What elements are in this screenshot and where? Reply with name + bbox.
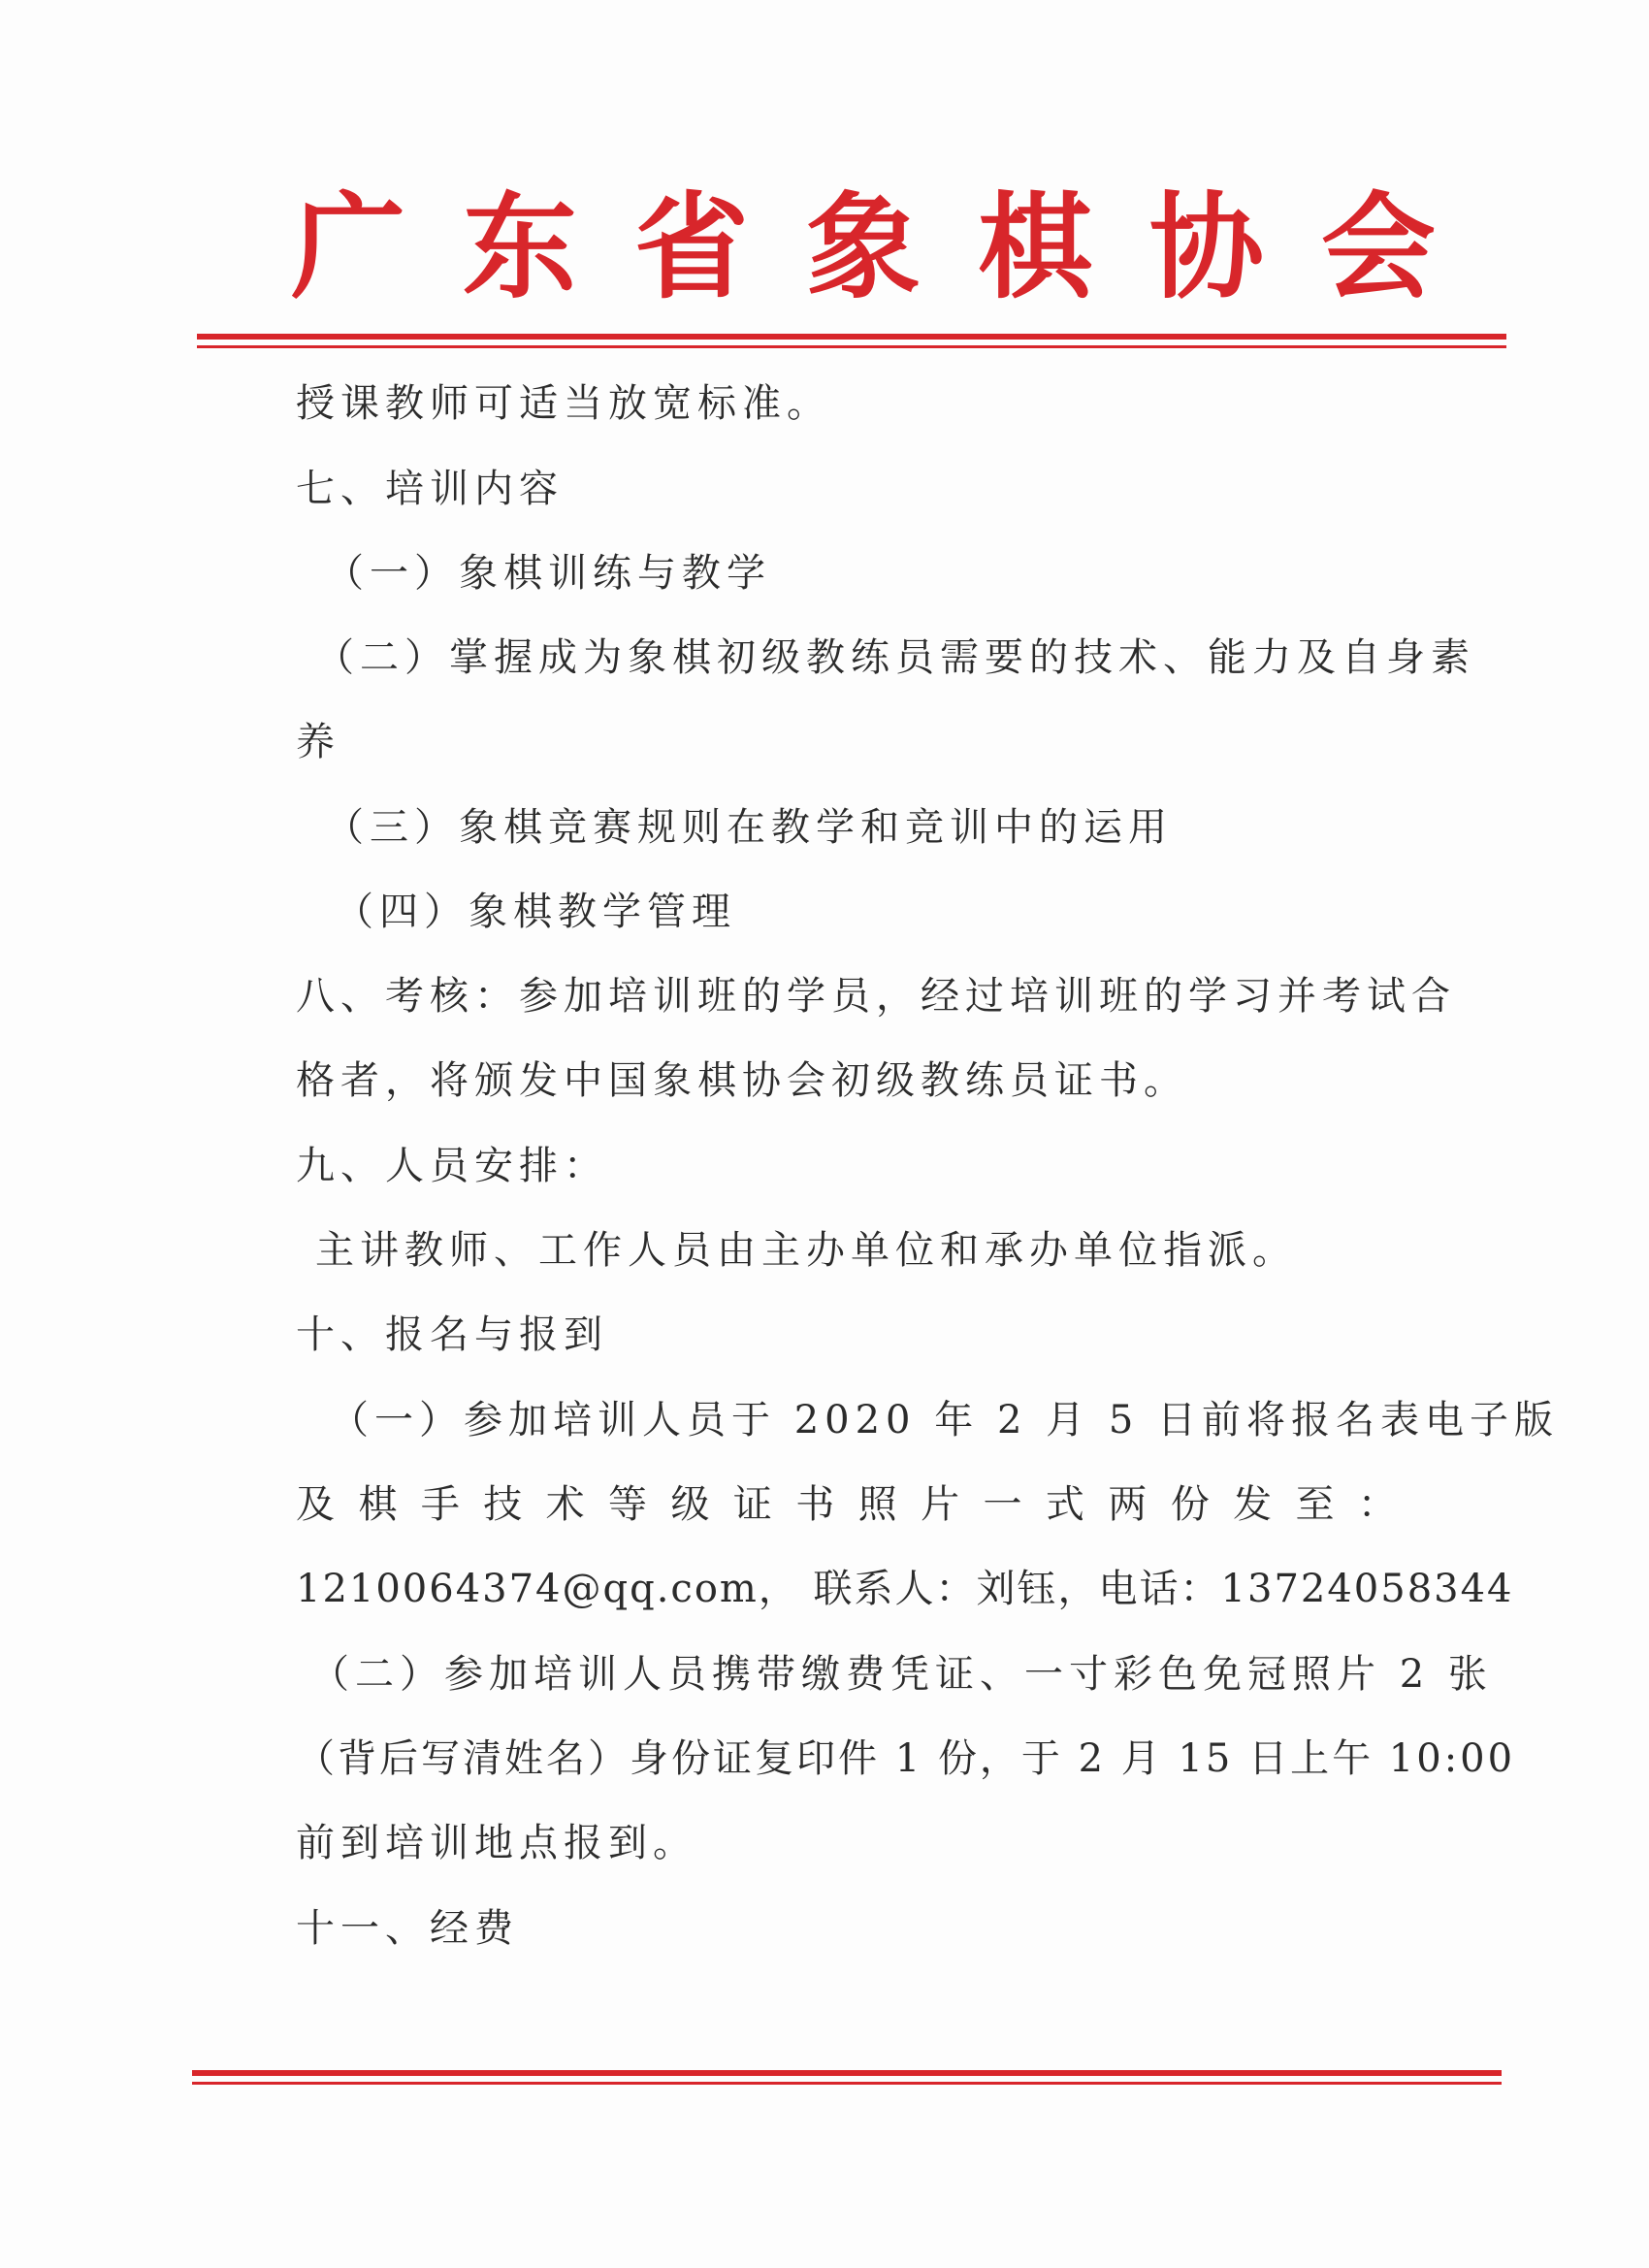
char: 一 [983,1482,1022,1527]
section-heading: 九、人员安排： [296,1144,608,1188]
body-line: （二）参加培训人员携带缴费凭证、一寸彩色免冠照片 2 张 [310,1652,1493,1697]
section-heading: 七、培训内容 [296,467,564,511]
title-char: 东 [462,179,577,314]
footer-rule-thin [192,2082,1502,2085]
footer-rule-thick [192,2070,1502,2076]
body-line: 前到培训地点报到。 [296,1821,697,1865]
char: 照 [857,1482,897,1527]
char: 证 [732,1482,772,1527]
body-line: （三）象棋竞赛规则在教学和竞训中的运用 [325,805,1173,850]
section-heading: 十、报名与报到 [296,1312,608,1357]
title-char: 会 [1320,179,1436,314]
char: 技 [483,1482,523,1527]
body-line-spaced [296,1481,1397,1528]
header-rule-thick [197,334,1506,340]
char: 等 [608,1482,648,1527]
char: 两 [1108,1482,1148,1527]
contact-line: 1210064374@qq.com， 联系人：刘钰，电话：13724058344 [296,1567,1514,1611]
body-line: 授课教师可适当放宽标准。 [296,381,831,426]
char: 及 [296,1482,335,1527]
char: 式 [1045,1482,1084,1527]
char: 书 [795,1482,835,1527]
char: 术 [545,1482,585,1527]
body-line: 养 [296,720,340,764]
section-heading: 八、考核：参加培训班的学员，经过培训班的学习并考试合 [296,974,1456,1019]
body-line: （四）象棋教学管理 [335,890,736,934]
char: 片 [921,1482,960,1527]
title-char: 省 [633,179,749,314]
title-char: 协 [1148,179,1264,314]
char: 发 [1233,1482,1273,1527]
char: 级 [670,1482,710,1527]
header-rule-thin [197,345,1506,348]
char: 手 [420,1482,460,1527]
char: 棋 [358,1482,398,1527]
body-line: （一）象棋训练与教学 [325,551,771,596]
title-char: 象 [805,179,921,314]
char: 份 [1170,1482,1210,1527]
title-char: 广 [291,179,406,314]
section-heading: 十一、经费 [296,1906,519,1951]
title-char: 棋 [977,179,1092,314]
body-line: （二）掌握成为象棋初级教练员需要的技术、能力及自身素 [315,635,1475,680]
char: ： [1357,1482,1397,1527]
letterhead-title [291,175,1436,320]
char: 至 [1295,1482,1335,1527]
body-line: （一）参加培训人员于 2020 年 2 月 5 日前将报名表电子版 [330,1398,1559,1442]
body-line: 格者，将颁发中国象棋协会初级教练员证书。 [296,1058,1188,1103]
body-line: （背后写清姓名）身份证复印件 1 份，于 2 月 15 日上午 10:00 [296,1736,1516,1781]
body-line: 主讲教师、工作人员由主办单位和承办单位指派。 [315,1228,1297,1273]
